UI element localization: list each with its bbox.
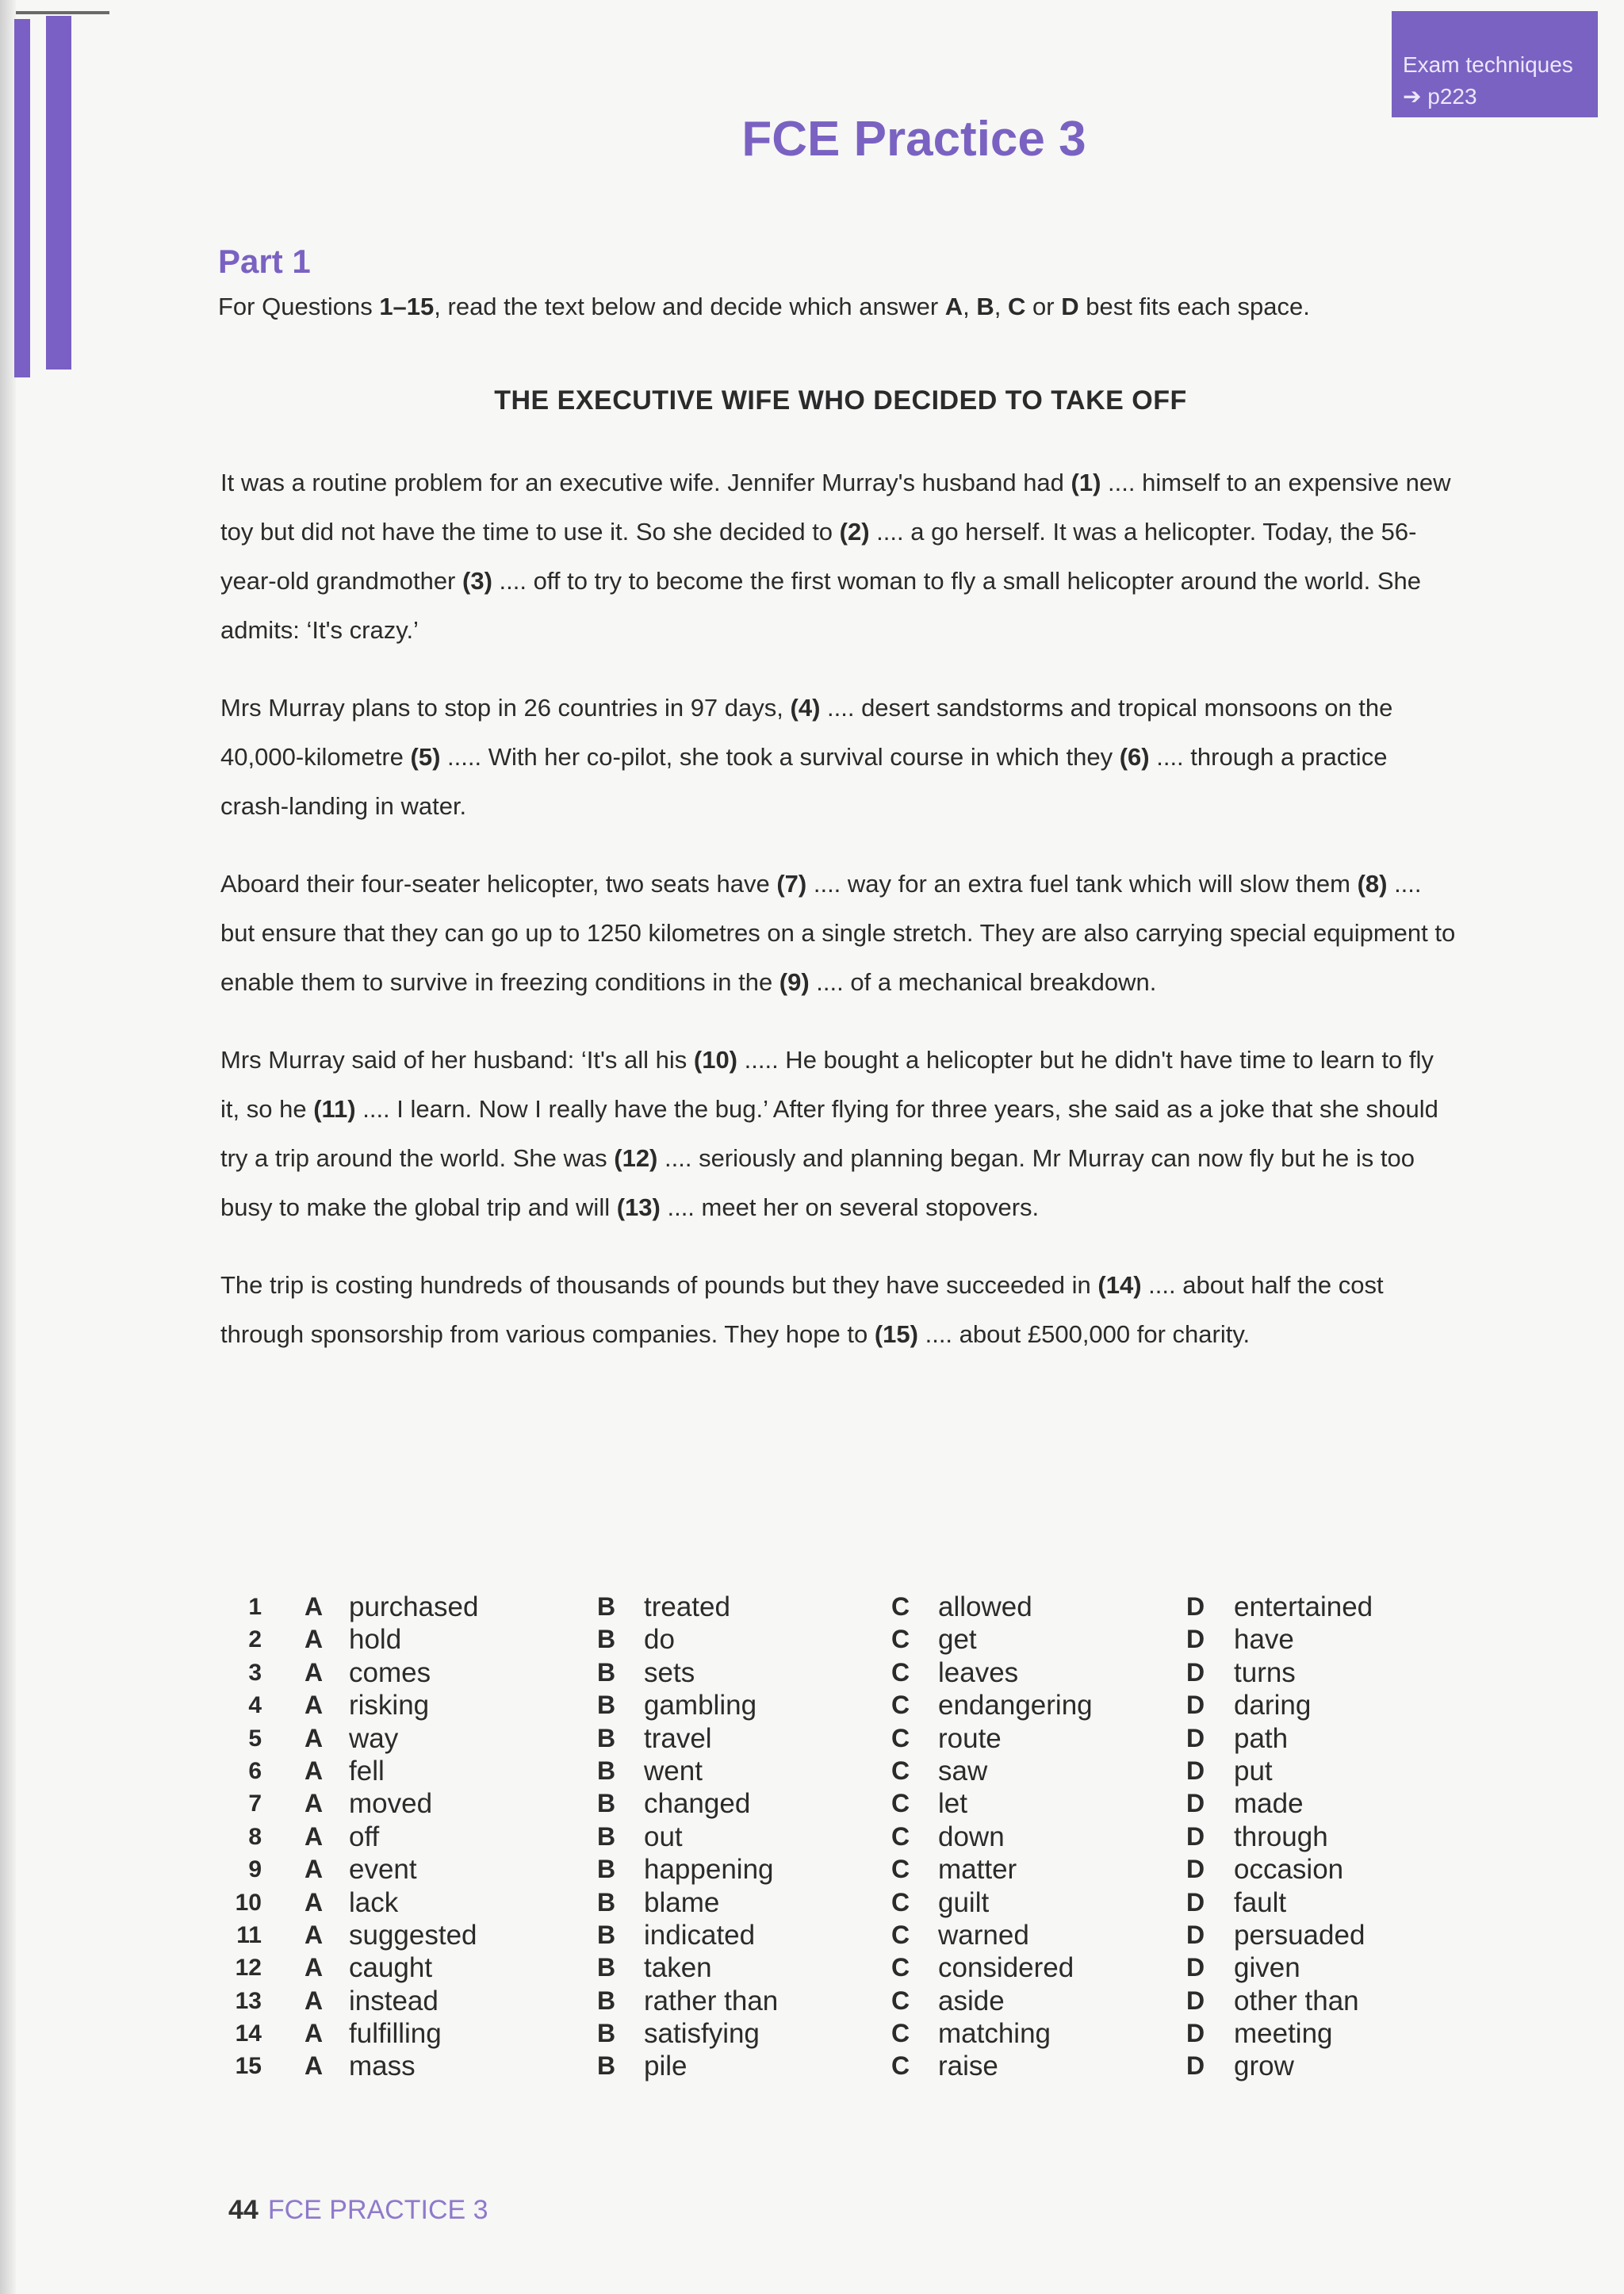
option-letter: C <box>891 1723 910 1752</box>
option-letter: B <box>597 1821 616 1851</box>
option-letter: D <box>1186 1789 1205 1818</box>
option-a: moved <box>349 1788 433 1820</box>
option-letter: A <box>304 1691 324 1720</box>
option-d: meeting <box>1234 2018 1333 2050</box>
page-footer <box>228 2195 488 2226</box>
gap-number: (13) <box>616 1193 661 1221</box>
gap-number: (1) <box>1071 469 1101 496</box>
option-letter: C <box>891 1986 910 2015</box>
option-c: allowed <box>938 1591 1032 1622</box>
option-letter: D <box>1186 1953 1205 1982</box>
option-letter: C <box>891 1756 910 1785</box>
option-row <box>230 1656 1419 1689</box>
paragraph: It was a routine problem for an executive wife. Jennifer Murray's husband had (1) .... himself to an expensive new toy but did not have the time to use it. So she decided to (2) .... a go herself. It was a helicopter. Today, the 56-year-old grandmother (3) .... off to try to become the first woman to fly a small helicopter around the world. She admits: ‘It's crazy.’ <box>220 469 1451 644</box>
page-number: 44 <box>228 2195 259 2225</box>
option-a: hold <box>349 1624 402 1656</box>
option-c: endangering <box>938 1690 1093 1721</box>
question-number: 12 <box>235 1955 262 1982</box>
option-a: event <box>349 1854 417 1886</box>
option-letter: C <box>891 1657 910 1687</box>
paragraph: Mrs Murray said of her husband: ‘It's all his (10) ..... He bought a helicopter but he didn't have time to learn to fly it, so he (11) .... I learn. Now I really have the bug.’ After flying for three years, she said as a joke that she should try a trip around the world. She was (12) .... seriously and planning began. Mr Murray can now fly but he is too busy to make the global trip and will (13) .... meet her on several stopovers. <box>220 1046 1438 1221</box>
option-c: considered <box>938 1952 1074 1984</box>
option-letter: D <box>1186 1986 1205 2015</box>
option-a: caught <box>349 1952 433 1984</box>
option-row <box>230 1919 1419 1951</box>
page-edge-shadow <box>0 0 16 2294</box>
option-letter: A <box>304 2051 324 2081</box>
option-b: taken <box>644 1952 712 1984</box>
option-row <box>230 1722 1419 1755</box>
option-letter: C <box>891 1821 910 1851</box>
option-letter: D <box>1186 1691 1205 1720</box>
option-letter: D <box>1186 1855 1205 1884</box>
instructions: For Questions 1–15, read the text below and decide which answer A, B, C or D best fits each space. <box>218 293 1310 320</box>
gap-number: (6) <box>1119 743 1150 771</box>
question-number: 11 <box>236 1921 262 1948</box>
question-number: 1 <box>248 1594 262 1620</box>
option-d: have <box>1234 1624 1294 1656</box>
option-row <box>230 1951 1419 1984</box>
option-b: satisfying <box>644 2018 760 2050</box>
option-row <box>230 1853 1419 1886</box>
option-letter: C <box>891 1887 910 1917</box>
question-number: 13 <box>235 1987 262 2014</box>
option-a: fell <box>349 1755 385 1787</box>
option-letter: A <box>304 1723 324 1752</box>
option-c: guilt <box>938 1886 990 1918</box>
margin-bar <box>46 16 71 370</box>
option-b: pile <box>644 2051 688 2082</box>
gap-number: (7) <box>776 870 807 898</box>
option-b: went <box>644 1755 703 1787</box>
gap-number: (11) <box>313 1095 356 1123</box>
option-c: route <box>938 1722 1002 1754</box>
question-number: 5 <box>248 1725 262 1752</box>
gap-number: (15) <box>874 1320 918 1348</box>
question-number: 15 <box>235 2053 262 2080</box>
option-letter: C <box>891 1789 910 1818</box>
option-letter: C <box>891 1920 910 1949</box>
option-letter: B <box>597 1625 616 1654</box>
option-b: gambling <box>644 1690 757 1721</box>
option-letter: B <box>597 1855 616 1884</box>
question-number: 2 <box>248 1626 262 1653</box>
option-letter: D <box>1186 1625 1205 1654</box>
option-c: let <box>938 1788 967 1820</box>
option-b: out <box>644 1821 683 1852</box>
option-d: persuaded <box>1234 1919 1365 1951</box>
option-a: mass <box>349 2051 416 2082</box>
option-letter: A <box>304 1657 324 1687</box>
footer-title: FCE PRACTICE 3 <box>267 2195 488 2225</box>
option-d: turns <box>1234 1656 1296 1688</box>
question-number: 6 <box>248 1757 262 1784</box>
option-b: blame <box>644 1886 720 1918</box>
option-d: given <box>1234 1952 1300 1984</box>
option-letter: B <box>597 1657 616 1687</box>
option-d: entertained <box>1234 1591 1373 1622</box>
option-letter: B <box>597 1986 616 2015</box>
exam-techniques-tab <box>1392 11 1598 117</box>
option-letter: D <box>1186 2051 1205 2081</box>
option-d: made <box>1234 1788 1304 1820</box>
gap-number: (10) <box>693 1046 738 1074</box>
option-letter: B <box>597 1953 616 1982</box>
gap-number: (2) <box>839 518 870 546</box>
answer-options-table <box>230 1591 1419 2083</box>
gap-number: (14) <box>1097 1271 1142 1299</box>
option-a: off <box>349 1821 380 1852</box>
margin-bar <box>14 19 30 377</box>
option-c: saw <box>938 1755 988 1787</box>
option-letter: C <box>891 2051 910 2081</box>
option-letter: D <box>1186 1887 1205 1917</box>
option-a: risking <box>349 1690 430 1721</box>
option-letter: A <box>304 1789 324 1818</box>
option-d: put <box>1234 1755 1273 1787</box>
option-letter: C <box>891 1855 910 1884</box>
option-letter: D <box>1186 2019 1205 2048</box>
option-letter: D <box>1186 1821 1205 1851</box>
option-b: do <box>644 1624 675 1656</box>
question-number: 8 <box>248 1823 262 1850</box>
top-rule <box>16 11 109 14</box>
option-letter: C <box>891 1691 910 1720</box>
option-a: lack <box>349 1886 399 1918</box>
option-letter: A <box>304 1625 324 1654</box>
reading-passage <box>220 458 1457 1388</box>
option-letter: B <box>597 1756 616 1785</box>
gap-number: (3) <box>462 567 492 595</box>
option-d: through <box>1234 1821 1328 1852</box>
option-b: travel <box>644 1722 712 1754</box>
option-row <box>230 1821 1419 1853</box>
option-b: changed <box>644 1788 751 1820</box>
option-letter: D <box>1186 1592 1205 1621</box>
paragraph: Aboard their four-seater helicopter, two seats have (7) .... way for an extra fuel tank which will slow them (8) .... but ensure that they can go up to 1250 kilometres on a single stretch. They are also carrying special equipment to enable them to survive in freezing conditions in the (9) .... of a mechanical breakdown. <box>220 870 1456 996</box>
paragraph: The trip is costing hundreds of thousands of pounds but they have succeeded in (14) .... about half the cost through sponsorship from various companies. They hope to (15) .... about £500,000 for charity. <box>220 1271 1384 1348</box>
option-row <box>230 2050 1419 2082</box>
option-letter: B <box>597 1592 616 1621</box>
option-row <box>230 1985 1419 2017</box>
exam-tab-line1: Exam techniques <box>1403 52 1573 77</box>
option-b: indicated <box>644 1919 756 1951</box>
option-row <box>230 1689 1419 1721</box>
option-letter: D <box>1186 1756 1205 1785</box>
option-letter: A <box>304 2019 324 2048</box>
option-letter: B <box>597 1789 616 1818</box>
option-a: way <box>349 1722 399 1754</box>
gap-number: (9) <box>779 968 810 996</box>
option-letter: A <box>304 1821 324 1851</box>
option-letter: D <box>1186 1657 1205 1687</box>
option-letter: C <box>891 1953 910 1982</box>
gap-number: (8) <box>1357 870 1388 898</box>
option-c: leaves <box>938 1656 1019 1688</box>
option-letter: A <box>304 1592 324 1621</box>
paragraph: Mrs Murray plans to stop in 26 countries in 97 days, (4) .... desert sandstorms and tropical monsoons on the 40,000-kilometre (5) ..... With her co-pilot, she took a survival course in which they (6) .... through a practice crash-landing in water. <box>220 694 1393 820</box>
option-a: instead <box>349 1985 439 2016</box>
option-row <box>230 2017 1419 2050</box>
option-letter: C <box>891 1625 910 1654</box>
question-number: 10 <box>235 1889 262 1916</box>
option-d: fault <box>1234 1886 1287 1918</box>
question-number: 14 <box>235 2020 262 2047</box>
option-d: path <box>1234 1722 1289 1754</box>
question-number: 9 <box>248 1856 262 1883</box>
option-a: purchased <box>349 1591 479 1622</box>
question-number: 3 <box>248 1659 262 1686</box>
option-d: occasion <box>1234 1854 1344 1886</box>
option-c: get <box>938 1624 977 1656</box>
page-title: FCE Practice 3 <box>741 112 1086 167</box>
option-b: rather than <box>644 1985 779 2016</box>
option-a: fulfilling <box>349 2018 442 2050</box>
option-c: warned <box>938 1919 1029 1951</box>
option-b: sets <box>644 1656 695 1688</box>
option-letter: D <box>1186 1723 1205 1752</box>
option-row <box>230 1755 1419 1787</box>
question-number: 7 <box>248 1790 262 1817</box>
option-letter: B <box>597 2051 616 2081</box>
option-b: happening <box>644 1854 774 1886</box>
option-letter: B <box>597 1691 616 1720</box>
option-letter: D <box>1186 1920 1205 1949</box>
option-c: aside <box>938 1985 1005 2016</box>
option-d: other than <box>1234 1985 1359 2016</box>
option-a: comes <box>349 1656 431 1688</box>
option-row <box>230 1886 1419 1919</box>
option-b: treated <box>644 1591 730 1622</box>
option-letter: B <box>597 1920 616 1949</box>
option-c: down <box>938 1821 1005 1852</box>
text-title: THE EXECUTIVE WIFE WHO DECIDED TO TAKE OFF <box>494 385 1187 416</box>
option-letter: A <box>304 1920 324 1949</box>
option-d: grow <box>1234 2051 1294 2082</box>
option-letter: B <box>597 1887 616 1917</box>
option-letter: A <box>304 1986 324 2015</box>
question-number: 4 <box>248 1692 262 1719</box>
option-c: matching <box>938 2018 1051 2050</box>
part-heading: Part 1 <box>218 243 311 280</box>
option-letter: A <box>304 1855 324 1884</box>
option-letter: C <box>891 1592 910 1621</box>
option-letter: A <box>304 1887 324 1917</box>
exam-tab-line2: ➔ p223 <box>1403 84 1477 109</box>
option-a: suggested <box>349 1919 477 1951</box>
option-row <box>230 1591 1419 1623</box>
option-letter: B <box>597 2019 616 2048</box>
option-letter: C <box>891 2019 910 2048</box>
gap-number: (5) <box>410 743 441 771</box>
option-c: raise <box>938 2051 998 2082</box>
option-letter: A <box>304 1756 324 1785</box>
option-c: matter <box>938 1854 1017 1886</box>
gap-number: (12) <box>614 1144 658 1172</box>
option-d: daring <box>1234 1690 1312 1721</box>
option-letter: A <box>304 1953 324 1982</box>
gap-number: (4) <box>790 694 821 722</box>
option-letter: B <box>597 1723 616 1752</box>
option-row <box>230 1787 1419 1820</box>
option-row <box>230 1623 1419 1656</box>
